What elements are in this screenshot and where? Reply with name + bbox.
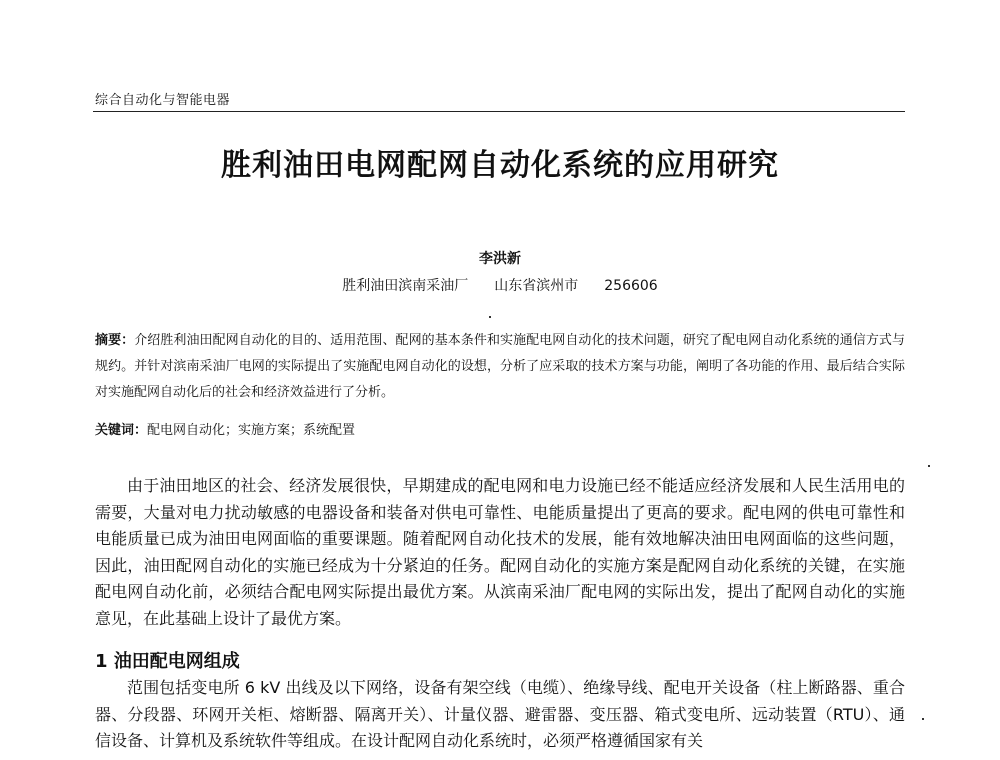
keywords-label: 关键词： [95,423,148,438]
journal-header: 综合自动化与智能电器 [95,93,231,108]
affiliation-place: 山东省滨州市 [494,278,579,294]
body-paragraph-2: 范围包括变电所 6 kV 出线及以下网络，设备有架空线（电缆）、绝缘导线、配电开关设备（柱上断路器、重合器、分段器、环网开关柜、熔断器、隔离开关）、计量仪器、避雷器、变压器、箱式变电所、远动装置（RTU）、通信设备、计算机及系统软件等组成。在设计配网自动化系统时，必须严格遵循国家有关 [95,678,905,750]
affiliation-postcode: 256606 [604,278,658,294]
scan-speck [489,316,491,318]
abstract-text: 介绍胜利油田配网自动化的目的、适用范围、配网的基本条件和实施配电网自动化的技术问题，研究了配电网自动化系统的通信方式与规约。并针对滨南采油厂电网的实际提出了实施配电网自动化的设想，分析了应采取的技术方案与功能，阐明了各功能的作用、最后结合实际对实施配网自动化后的社会和经济效益进行了分析。 [95,333,905,400]
keywords [95,418,905,444]
scan-speck [928,465,930,467]
paper-title: 胜利油田电网配网自动化系统的应用研究 [221,148,779,183]
body-paragraph-1: 由于油田地区的社会、经济发展很快，早期建成的配电网和电力设施已经不能适应经济发展和人民生活用电的需要，大量对电力扰动敏感的电器设备和装备对供电可靠性、电能质量提出了更高的要求。配电网的供电可靠性和电能质量已成为油田电网面临的重要课题。随着配网自动化技术的发展，能有效地解决油田电网面临的这些问题，因此，油田配网自动化的实施已经成为十分紧迫的任务。配网自动化的实施方案是配网自动化系统的关键，在实施配电网自动化前，必须结合配电网实际提出最优方案。从滨南采油厂配电网的实际出发，提出了配网自动化的实施意见，在此基础上设计了最优方案。 [95,476,905,628]
section-heading-1: 1 油田配电网组成 [95,651,240,672]
keywords-text: 配电网自动化；实施方案；系统配置 [147,423,356,438]
author-name: 李洪新 [479,251,521,267]
affiliation-org: 胜利油田滨南采油厂 [342,278,469,294]
header-rule [93,111,905,112]
abstract [95,328,905,406]
affiliation [0,275,1000,295]
abstract-label: 摘要： [95,333,135,348]
scan-speck [922,718,924,720]
